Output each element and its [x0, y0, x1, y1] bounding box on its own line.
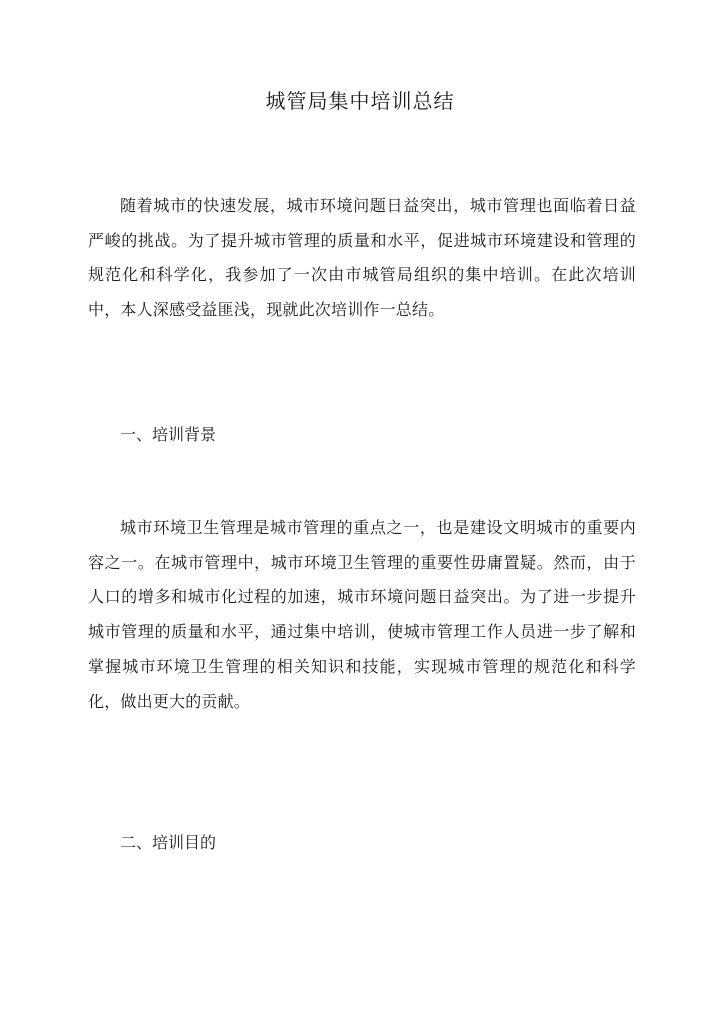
intro-paragraph: 随着城市的快速发展，城市环境问题日益突出，城市管理也面临着日益严峻的挑战。为了提升城市管理的质量和水平，促进城市环境建设和管理的规范化和科学化，我参加了一次由市城管局组织的集中培训。在此次培训中，本人深感受益匪浅，现就此次培训作一总结。	[88, 196, 636, 320]
document-title: 城管局集中培训总结	[265, 89, 455, 113]
section-heading-purpose: 二、培训目的	[120, 833, 217, 852]
section-heading-background: 一、培训背景	[120, 425, 217, 444]
background-paragraph: 城市环境卫生管理是城市管理的重点之一，也是建设文明城市的重要内容之一。在城市管理中，城市环境卫生管理的重要性毋庸置疑。然而，由于人口的增多和城市化过程的加速，城市环境问题日益突出。为了进一步提升城市管理的质量和水平，通过集中培训，使城市管理工作人员进一步了解和掌握城市环境卫生管理的相关知识和技能，实现城市管理的规范化和科学化，做出更大的贡献。	[88, 518, 636, 711]
